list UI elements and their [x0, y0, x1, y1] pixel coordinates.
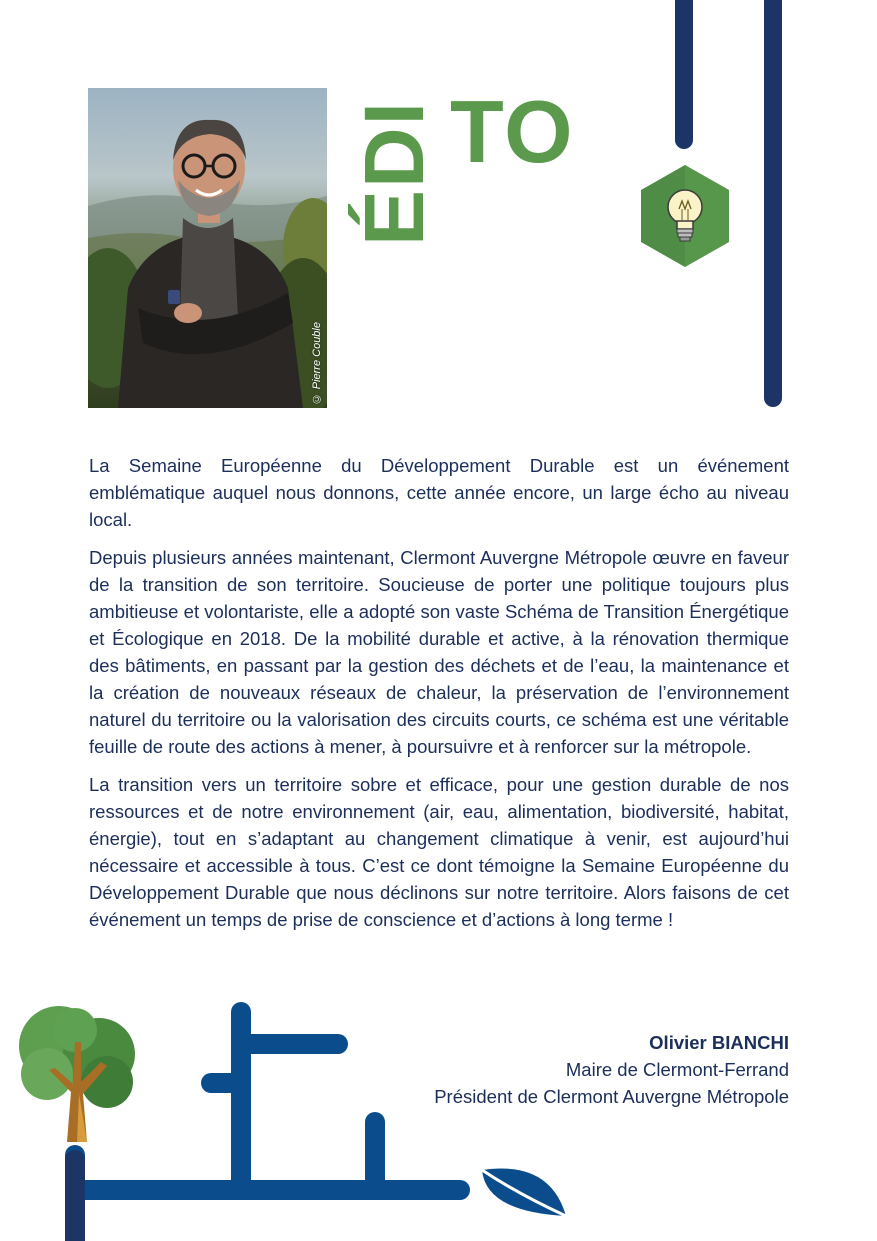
signatory-role-2: Président de Clermont Auvergne Métropole: [434, 1086, 789, 1107]
signatory-role-1: Maire de Clermont-Ferrand: [565, 1059, 789, 1080]
leaf-icon: [478, 1158, 570, 1220]
paragraph: La transition vers un territoire sobre et efficace, pour une gestion durable de nos ressources et de notre environnement (air, eau, alimentation, biodiversité, habitat, énergie), tout en s’adaptant au changement climatique à venir, est aujourd’hui nécessaire et accessible à tous. C’est ce dont témoigne la Semaine Européenne du Développement Durable que nous déclinons sur notre territoire. Alors faisons de cet événement un temps de prise de conscience et d’actions à long terme !: [89, 774, 789, 930]
lightbulb-hexagon-icon: [639, 163, 731, 269]
paragraph: La Semaine Européenne du Développement Durable est un événement emblématique auquel nous donnons, cette année encore, un large écho au niveau local.: [89, 455, 789, 530]
edito-title-horizontal: TO: [450, 82, 575, 181]
photo-credit: © Pierre Couble: [311, 321, 323, 404]
paragraph: Depuis plusieurs années maintenant, Clermont Auvergne Métropole œuvre en faveur de la transition de son territoire. Soucieuse de porter une politique toujours plus ambitieuse et volontariste, elle a adopté son vaste Schéma de Transition Énergétique et Écologique en 2018. De la mobilité durable et active, à la rénovation thermique des bâtiments, en passant par la gestion des déchets et de l’eau, la maintenance et la création de nouveaux réseaux de chaleur, la préservation de l’environnement naturel du territoire ou la valorisation des circuits courts, ce schéma est une véritable feuille de route des actions à mener, à poursuivre et à renforcer sur la métropole.: [89, 547, 789, 757]
tree-icon: [15, 1002, 137, 1144]
edito-title-vertical: ÉDI: [347, 99, 441, 246]
signatory-name: Olivier BIANCHI: [649, 1032, 789, 1053]
portrait-photo: [88, 88, 327, 408]
editorial-body: [89, 452, 789, 944]
